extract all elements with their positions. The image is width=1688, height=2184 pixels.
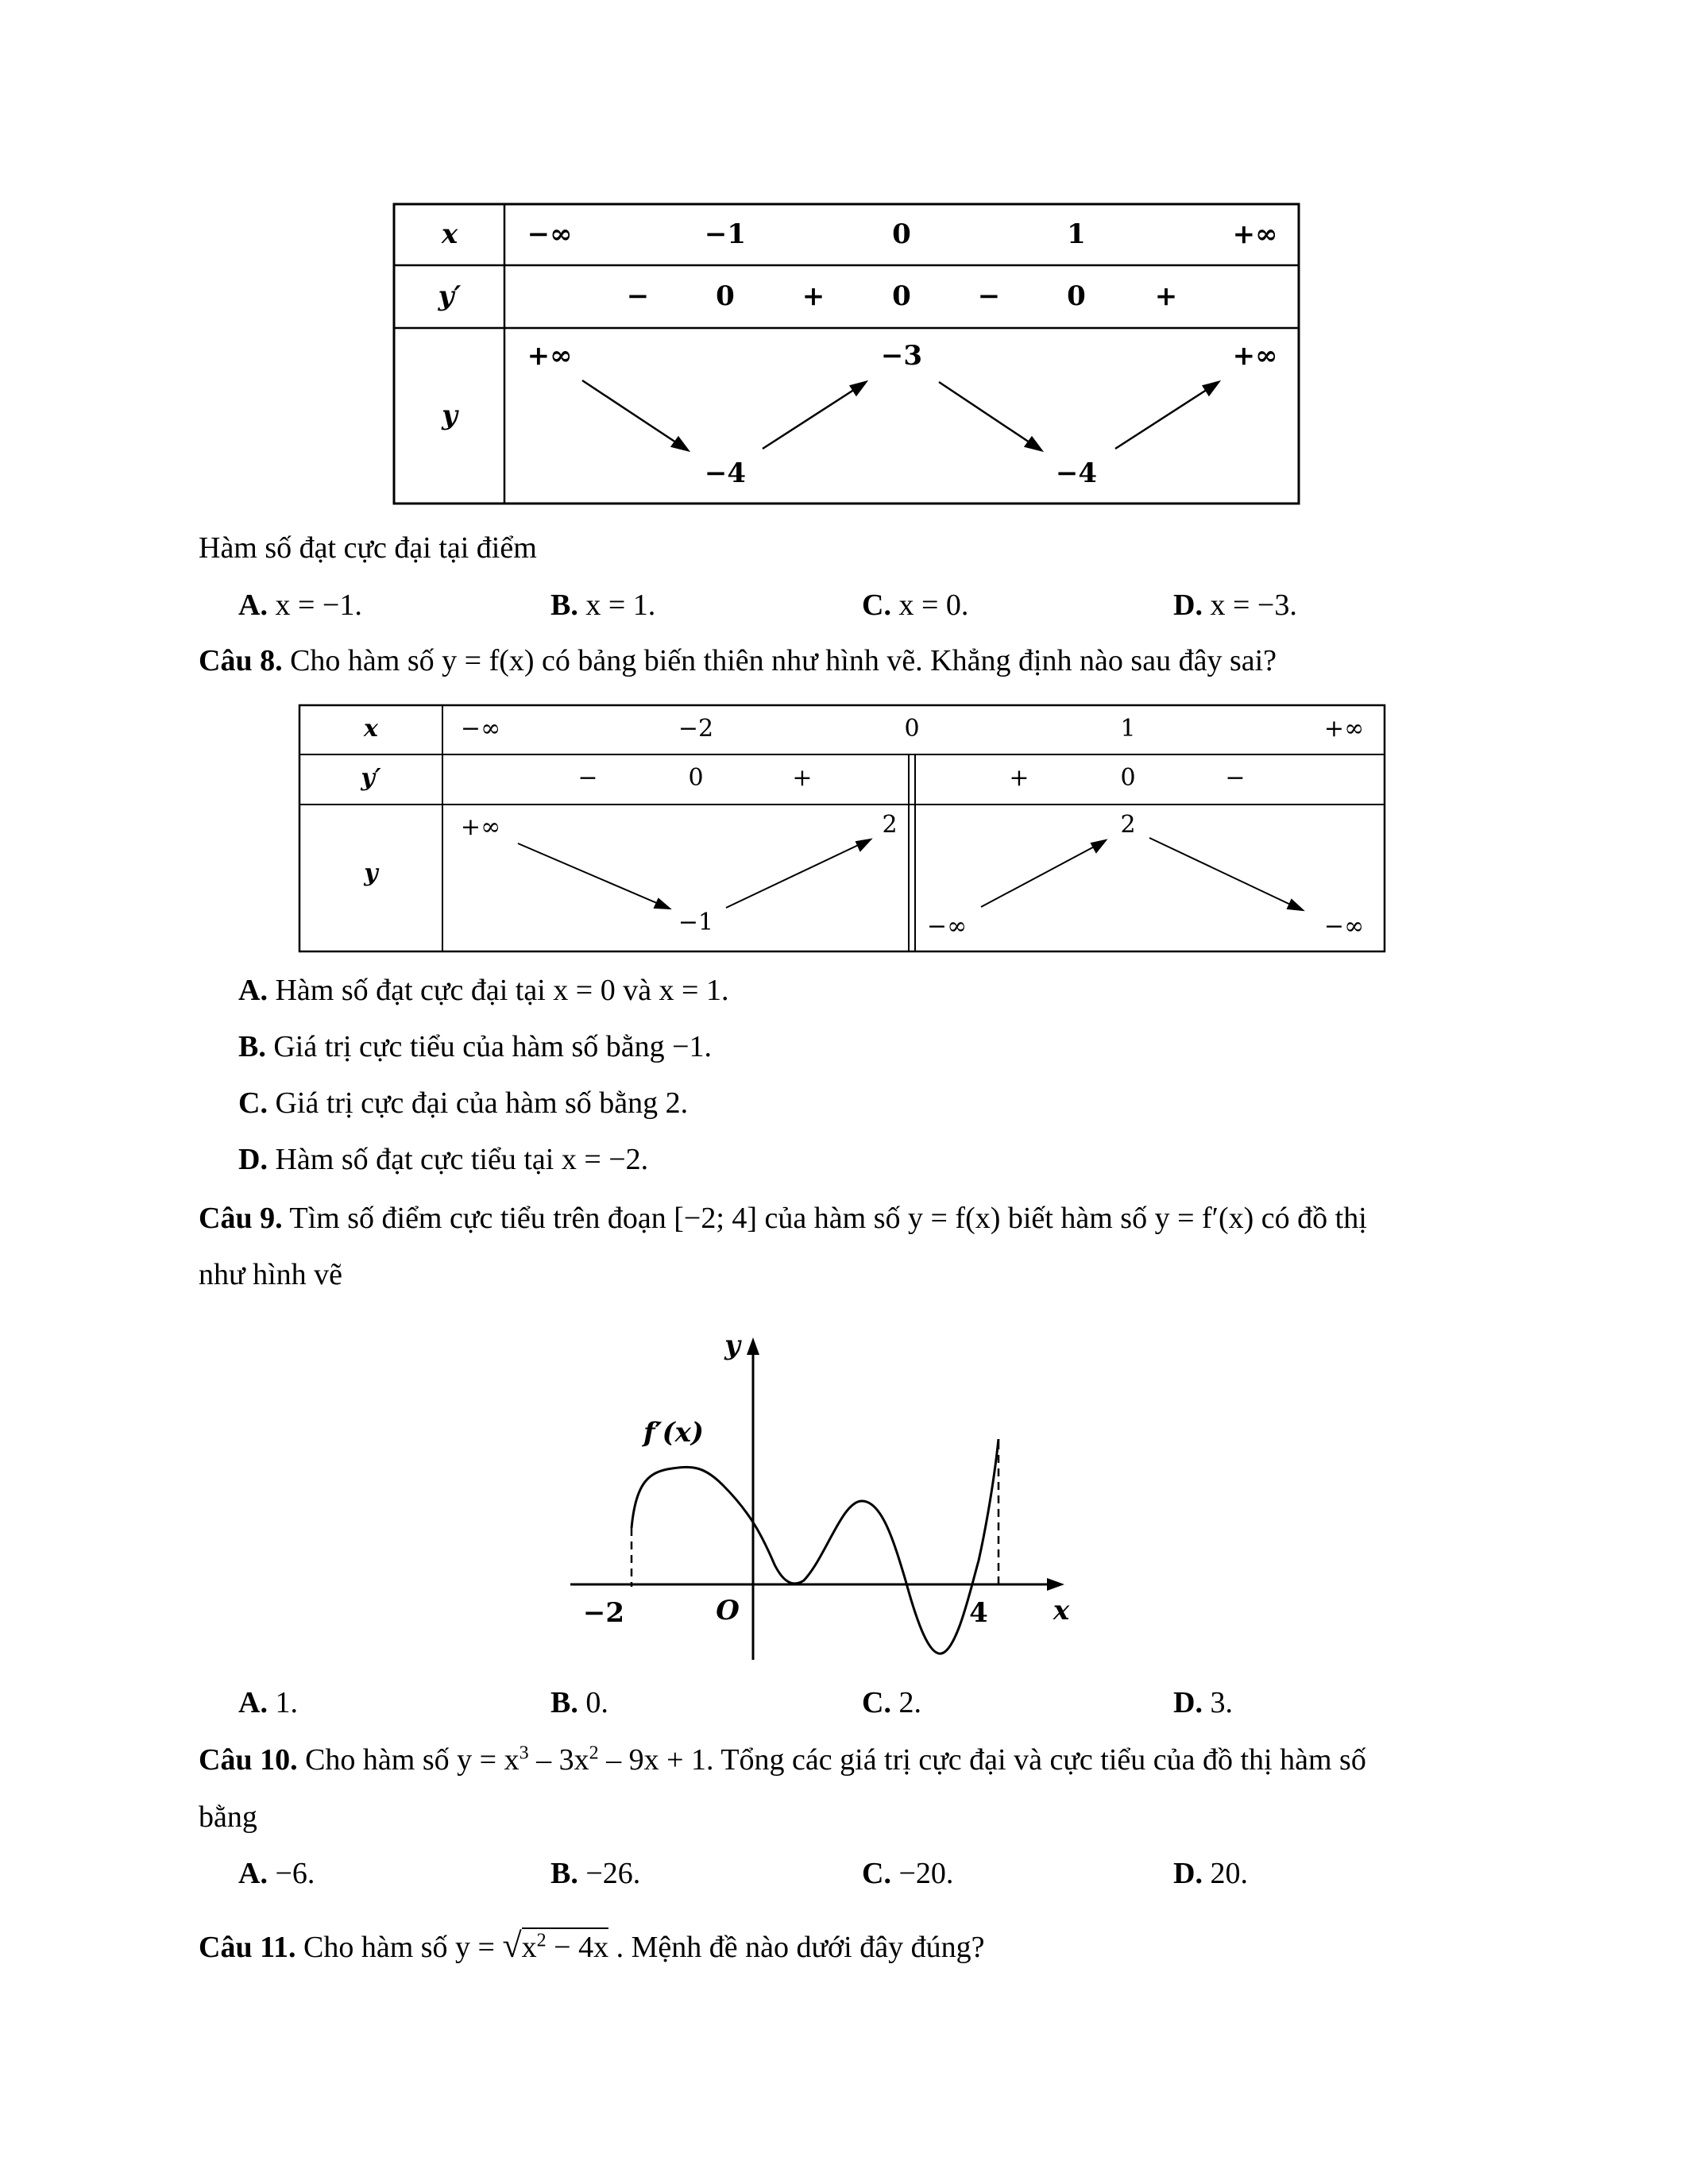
option-text: −26. (577, 1857, 641, 1890)
table1-x-value: −∞ (527, 218, 573, 250)
sqrt-icon: √ (502, 1926, 522, 1965)
table2-x-value: 1 (1120, 715, 1136, 743)
option-letter: B. (550, 1857, 578, 1890)
table2-yp-zero: 0 (1120, 764, 1136, 792)
option-text: x = 1. (577, 588, 656, 622)
option-text: Hàm số đạt cực tiểu tại x = −2. (267, 1143, 649, 1176)
question-label: Câu 11. (199, 1931, 296, 1964)
table2-x-value: +∞ (1323, 715, 1365, 743)
graph-curve-label: f′(x) (643, 1417, 705, 1449)
table2-yp-zero: 0 (688, 764, 704, 792)
radicand (522, 1927, 608, 1964)
q10-option-c[interactable] (862, 1856, 953, 1891)
table2-y-value: −∞ (926, 913, 968, 940)
graph-curve (632, 1439, 999, 1653)
option-letter: D. (1173, 1686, 1203, 1719)
q7-prompt: Hàm số đạt cực đại tại điểm (199, 531, 537, 565)
question-text: Cho hàm số y = f(x) có bảng biến thiên như hình vẽ. Khẳng định nào sau đây sai? (282, 644, 1277, 677)
table2-label-y: y (364, 859, 378, 887)
table1-yp-zero: 0 (892, 280, 911, 312)
option-text: 3. (1202, 1686, 1233, 1719)
option-text: Giá trị cực tiểu của hàm số bằng −1. (265, 1030, 713, 1063)
graph-origin-label: O (716, 1595, 740, 1626)
table1-yp-zero: 0 (1067, 280, 1086, 312)
table1-y-value: −4 (1055, 457, 1098, 489)
superscript: 3 (519, 1742, 529, 1764)
option-letter: D. (238, 1143, 268, 1176)
table2-y-value: −∞ (1323, 913, 1365, 940)
table2-label-x: x (364, 715, 378, 743)
option-letter: B. (550, 588, 578, 622)
table1-yp-sign: + (1154, 280, 1178, 312)
option-letter: B. (550, 1686, 578, 1719)
graph-x-label: x (1053, 1595, 1070, 1626)
table1-y-value: +∞ (1232, 340, 1278, 372)
option-text: −20. (890, 1857, 954, 1890)
question-text: – 9x + 1. Tổng các giá trị cực đại và cực tiểu của đồ thị hàm số (598, 1743, 1366, 1777)
option-letter: A. (238, 1857, 268, 1890)
table2-yp-sign: + (792, 764, 813, 792)
table2-y-value: 2 (1120, 811, 1136, 839)
q11-question (199, 1928, 984, 1965)
option-letter: A. (238, 1686, 268, 1719)
option-text: 2. (890, 1686, 921, 1719)
table2-yp-sign: + (1009, 764, 1029, 792)
option-letter: C. (238, 1086, 268, 1120)
option-letter: D. (1173, 1857, 1203, 1890)
table2-x-value: −∞ (460, 715, 501, 743)
table2-y-value: −1 (678, 909, 714, 936)
option-letter: C. (862, 1857, 891, 1890)
graph-tick-left: −2 (582, 1597, 625, 1629)
option-letter: C. (862, 1686, 891, 1719)
q9-option-d[interactable] (1173, 1685, 1233, 1720)
table1-y-value: −4 (704, 457, 747, 489)
option-text: x = 0. (890, 588, 969, 622)
option-text: 1. (267, 1686, 298, 1719)
question-text: . Mệnh đề nào dưới đây đúng? (608, 1931, 985, 1964)
table1-x-value: 0 (892, 218, 911, 250)
option-letter: A. (238, 974, 268, 1007)
radicand-rest: − 4x (546, 1931, 609, 1964)
q10-option-b[interactable] (550, 1856, 640, 1891)
table1-yp-zero: 0 (716, 280, 735, 312)
option-text: −6. (267, 1857, 315, 1890)
q10-option-d[interactable] (1173, 1856, 1248, 1891)
option-letter: C. (862, 588, 891, 622)
table2-x-value: −2 (678, 715, 714, 743)
q10-question-line2: bằng (199, 1800, 257, 1834)
table2-label-yprime: y′ (361, 764, 381, 792)
table1-x-value: +∞ (1232, 218, 1278, 250)
table1-yp-sign: − (977, 280, 1001, 312)
question-text: – 3x (528, 1743, 589, 1777)
radicand-x: x (521, 1931, 537, 1964)
graph-y-label: y (724, 1329, 740, 1361)
table1-yp-sign: + (802, 280, 825, 312)
option-letter: D. (1173, 588, 1203, 622)
option-text: 0. (577, 1686, 608, 1719)
table2-y-value: +∞ (460, 813, 501, 841)
q10-option-a[interactable] (238, 1856, 315, 1891)
table1-y-value: −3 (880, 340, 923, 372)
question-text: Cho hàm số y = x (297, 1743, 520, 1777)
superscript: 2 (589, 1742, 599, 1764)
formula-lhs: y = (455, 1931, 503, 1964)
option-text: x = −3. (1202, 588, 1297, 622)
q9-option-b[interactable] (550, 1685, 608, 1720)
option-text: Hàm số đạt cực đại tại x = 0 và x = 1. (267, 974, 729, 1007)
option-text: x = −1. (267, 588, 362, 622)
graph-tick-right: 4 (969, 1597, 988, 1629)
q9-option-a[interactable] (238, 1685, 298, 1720)
q10-question (199, 1742, 1366, 1777)
table1-y-value: +∞ (527, 340, 573, 372)
question-text: Cho hàm số (295, 1931, 456, 1964)
q9-option-c[interactable] (862, 1685, 921, 1720)
option-text: 20. (1202, 1857, 1248, 1890)
question-label: Câu 10. (199, 1743, 298, 1777)
table1-yp-sign: − (626, 280, 650, 312)
superscript: 2 (536, 1930, 547, 1951)
option-letter: A. (238, 588, 268, 622)
table1-label-x: x (441, 218, 458, 250)
table1-x-value: −1 (704, 218, 747, 250)
question-label: Câu 9. (199, 1202, 283, 1235)
graph-x-arrow (1047, 1578, 1064, 1591)
table2-yp-sign: − (1225, 764, 1246, 792)
q9-question-line2: như hình vẽ (199, 1258, 343, 1291)
table2-yp-sign: − (577, 764, 598, 792)
table2-y-value: 2 (882, 811, 898, 839)
table2-x-value: 0 (904, 715, 920, 743)
table1-label-y: y (442, 399, 458, 431)
question-label: Câu 8. (199, 644, 283, 677)
question-text: Tìm số điểm cực tiểu trên đoạn [−2; 4] của hàm số y = f(x) biết hàm số y = f′(x) có đồ thị (282, 1202, 1367, 1235)
option-text: Giá trị cực đại của hàm số bằng 2. (267, 1086, 689, 1120)
option-letter: B. (238, 1030, 266, 1063)
table1-label-yprime: y′ (438, 280, 462, 312)
table1-x-value: 1 (1067, 218, 1086, 250)
graph-y-arrow (747, 1337, 759, 1355)
